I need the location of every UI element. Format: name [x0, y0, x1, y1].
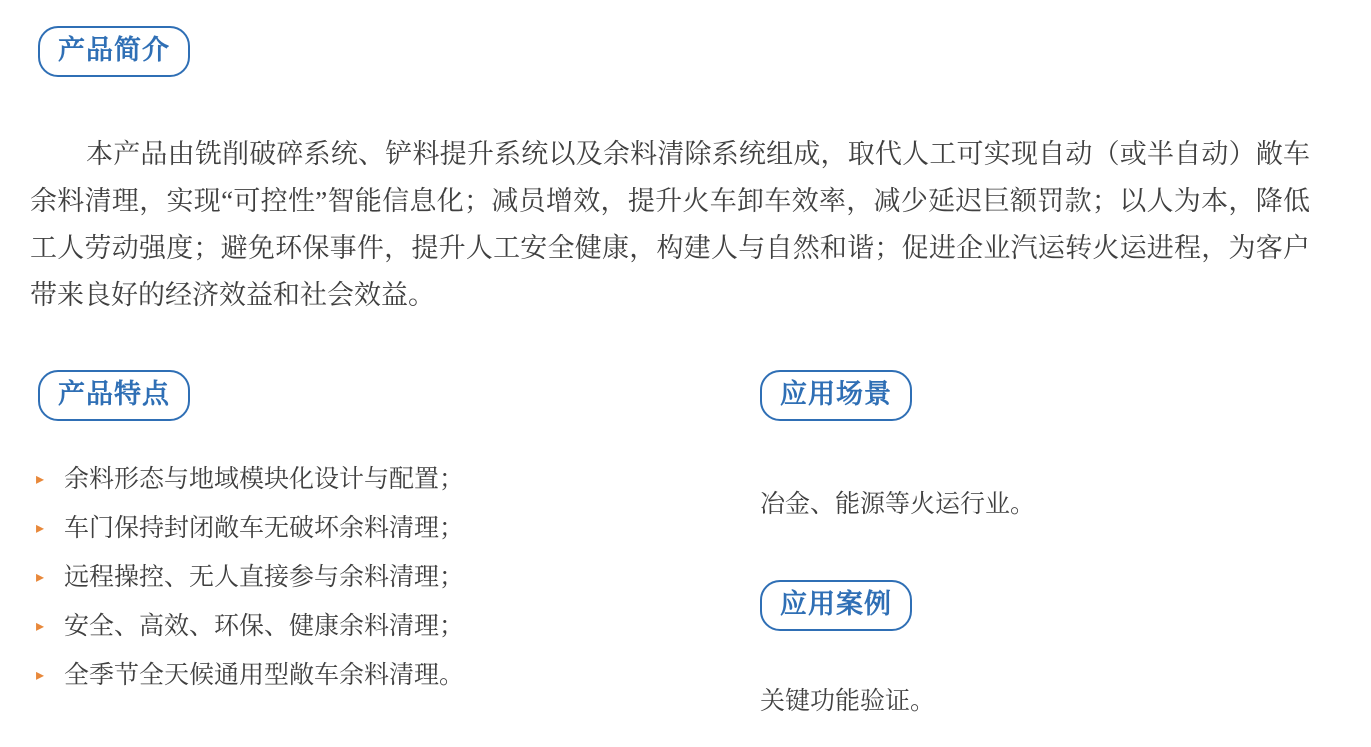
- triangle-bullet-icon: ▸: [36, 618, 45, 635]
- list-item: [28, 504, 668, 553]
- triangle-bullet-icon: ▸: [36, 520, 45, 537]
- intro-heading-pill: 产品简介: [38, 26, 190, 77]
- triangle-bullet-icon: ▸: [36, 471, 45, 488]
- list-item-label: 安全、高效、环保、健康余料清理；: [64, 612, 465, 640]
- triangle-bullet-icon: ▸: [36, 569, 45, 586]
- section-heading-cases: [760, 580, 912, 631]
- features-list: [28, 455, 668, 700]
- list-item-label: 远程操控、无人直接参与余料清理；: [64, 563, 465, 591]
- features-heading-pill: 产品特点: [38, 370, 190, 421]
- list-item: [28, 651, 668, 700]
- list-item-label: 车门保持封闭敞车无破坏余料清理；: [64, 514, 465, 542]
- section-heading-intro: [38, 26, 190, 77]
- list-item: [28, 553, 668, 602]
- section-heading-scenarios: [760, 370, 912, 421]
- section-heading-features: [38, 370, 190, 421]
- list-item: [28, 602, 668, 651]
- list-item: [28, 455, 668, 504]
- list-item-label: 余料形态与地域模块化设计与配置；: [64, 465, 465, 493]
- scenarios-text: 冶金、能源等火运行业。: [760, 490, 1036, 518]
- cases-heading-pill: 应用案例: [760, 580, 912, 631]
- scenarios-heading-pill: 应用场景: [760, 370, 912, 421]
- triangle-bullet-icon: ▸: [36, 667, 45, 684]
- intro-paragraph: 本产品由铣削破碎系统、铲料提升系统以及余料清除系统组成，取代人工可实现自动（或半自动）敞车余料清理，实现“可控性”智能信息化；减员增效，提升火车卸车效率，减少延迟巨额罚款；以人为本，降低工人劳动强度；避免环保事件，提升人工安全健康，构建人与自然和谐；促进企业汽运转火运进程，为客户带来良好的经济效益和社会效益。: [30, 139, 1310, 310]
- cases-text: 关键功能验证。: [760, 687, 936, 715]
- list-item-label: 全季节全天候通用型敞车余料清理。: [64, 661, 465, 689]
